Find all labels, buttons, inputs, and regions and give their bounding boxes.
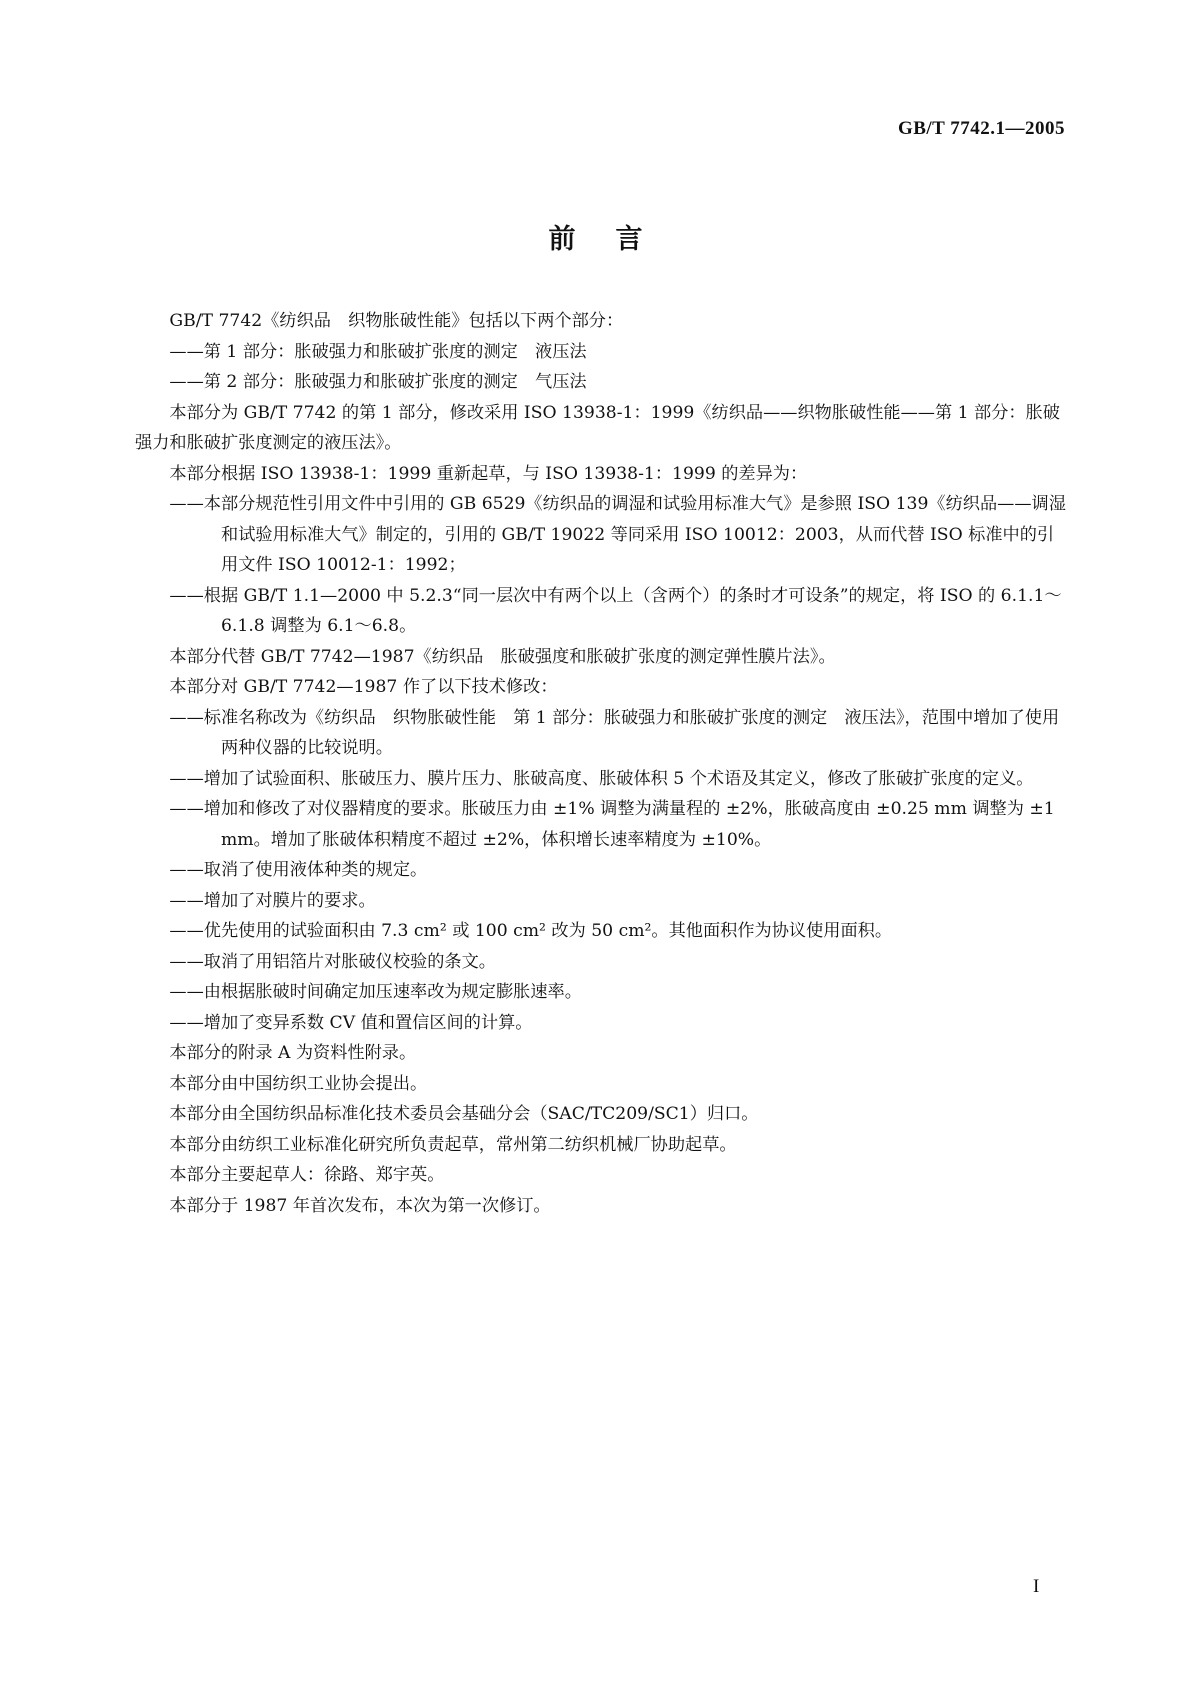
paragraph-intro: GB/T 7742《纺织品 织物胀破性能》包括以下两个部分：: [169, 311, 624, 331]
list-item-part-1: ——第 1 部分：胀破强力和胀破扩张度的测定 液压法: [169, 341, 587, 362]
paragraph-annex: 本部分的附录 A 为资料性附录。: [169, 1043, 417, 1063]
paragraph-proposer: 本部分由中国纺织工业协会提出。: [169, 1073, 428, 1094]
page-number: I: [1033, 1576, 1040, 1597]
list-item-modification: ——取消了用铝箔片对胀破仪校验的条文。: [169, 951, 496, 972]
list-item-modification: ——标准名称改为《纺织品 织物胀破性能 第 1 部分：胀破强力和胀破扩张度的测定 液压法》，范围中增加了使用两种仪器的比较说明。: [169, 707, 1060, 758]
paragraph-differences: 本部分根据 ISO 13938-1：1999 重新起草，与 ISO 13938-1：1999 的差异为：: [169, 463, 808, 484]
list-item-part-2: ——第 2 部分：胀破强力和胀破扩张度的测定 气压法: [169, 372, 587, 392]
standard-number: GB/T 7742.1—2005: [897, 118, 1065, 139]
paragraph-modifications: 本部分对 GB/T 7742—1987 作了以下技术修改：: [169, 677, 558, 697]
list-item-modification: ——由根据胀破时间确定加压速率改为规定膨胀速率。: [169, 982, 582, 1002]
list-item-modification: ——增加了试验面积、胀破压力、膜片压力、胀破高度、胀破体积 5 个术语及其定义，修改了胀破扩张度的定义。: [169, 768, 1034, 789]
paragraph-adoption: 本部分为 GB/T 7742 的第 1 部分，修改采用 ISO 13938-1：1999《纺织品——织物胀破性能——第 1 部分：胀破强力和胀破扩张度测定的液压法》。: [135, 402, 1060, 453]
paragraph-drafters: 本部分主要起草人：徐路、郑宇英。: [169, 1165, 445, 1185]
list-item-modification: ——优先使用的试验面积由 7.3 cm² 或 100 cm² 改为 50 cm²。其他面积作为协议使用面积。: [169, 921, 893, 941]
page-title: 前言: [548, 224, 683, 255]
paragraph-committee: 本部分由全国纺织品标准化技术委员会基础分会（SAC/TC209/SC1）归口。: [169, 1104, 759, 1124]
list-item-modification: ——增加了对膜片的要求。: [169, 890, 376, 911]
list-item-modification: ——增加和修改了对仪器精度的要求。胀破压力由 ±1% 调整为满量程的 ±2%，胀破高度由 ±0.25 mm 调整为 ±1 mm。增加了胀破体积精度不超过 ±2%，体积增长速率精度为 ±10%。: [169, 799, 1055, 850]
list-item-difference: ——根据 GB/T 1.1—2000 中 5.2.3“同一层次中有两个以上（含两个）的条时才可设条”的规定，将 ISO 的 6.1.1～6.1.8 调整为 6.1～6.8。: [169, 585, 1062, 636]
paragraph-replaces: 本部分代替 GB/T 7742—1987《纺织品 胀破强度和胀破扩张度的测定弹性膜片法》。: [169, 646, 836, 667]
foreword-body: [135, 306, 1067, 1221]
list-item-modification: ——取消了使用液体种类的规定。: [169, 860, 428, 880]
list-item-modification: ——增加了变异系数 CV 值和置信区间的计算。: [169, 1012, 533, 1033]
list-item-difference: ——本部分规范性引用文件中引用的 GB 6529《纺织品的调湿和试验用标准大气》是参照 ISO 139《纺织品——调湿和试验用标准大气》制定的，引用的 GB/T 19022 等同采用 ISO 10012：2003，从而代替 ISO 标准中的引用文件 ISO 10012-1：1992；: [169, 494, 1066, 575]
paragraph-history: 本部分于 1987 年首次发布，本次为第一次修订。: [169, 1195, 551, 1216]
paragraph-drafting-units: 本部分由纺织工业标准化研究所负责起草，常州第二纺织机械厂协助起草。: [169, 1134, 737, 1155]
